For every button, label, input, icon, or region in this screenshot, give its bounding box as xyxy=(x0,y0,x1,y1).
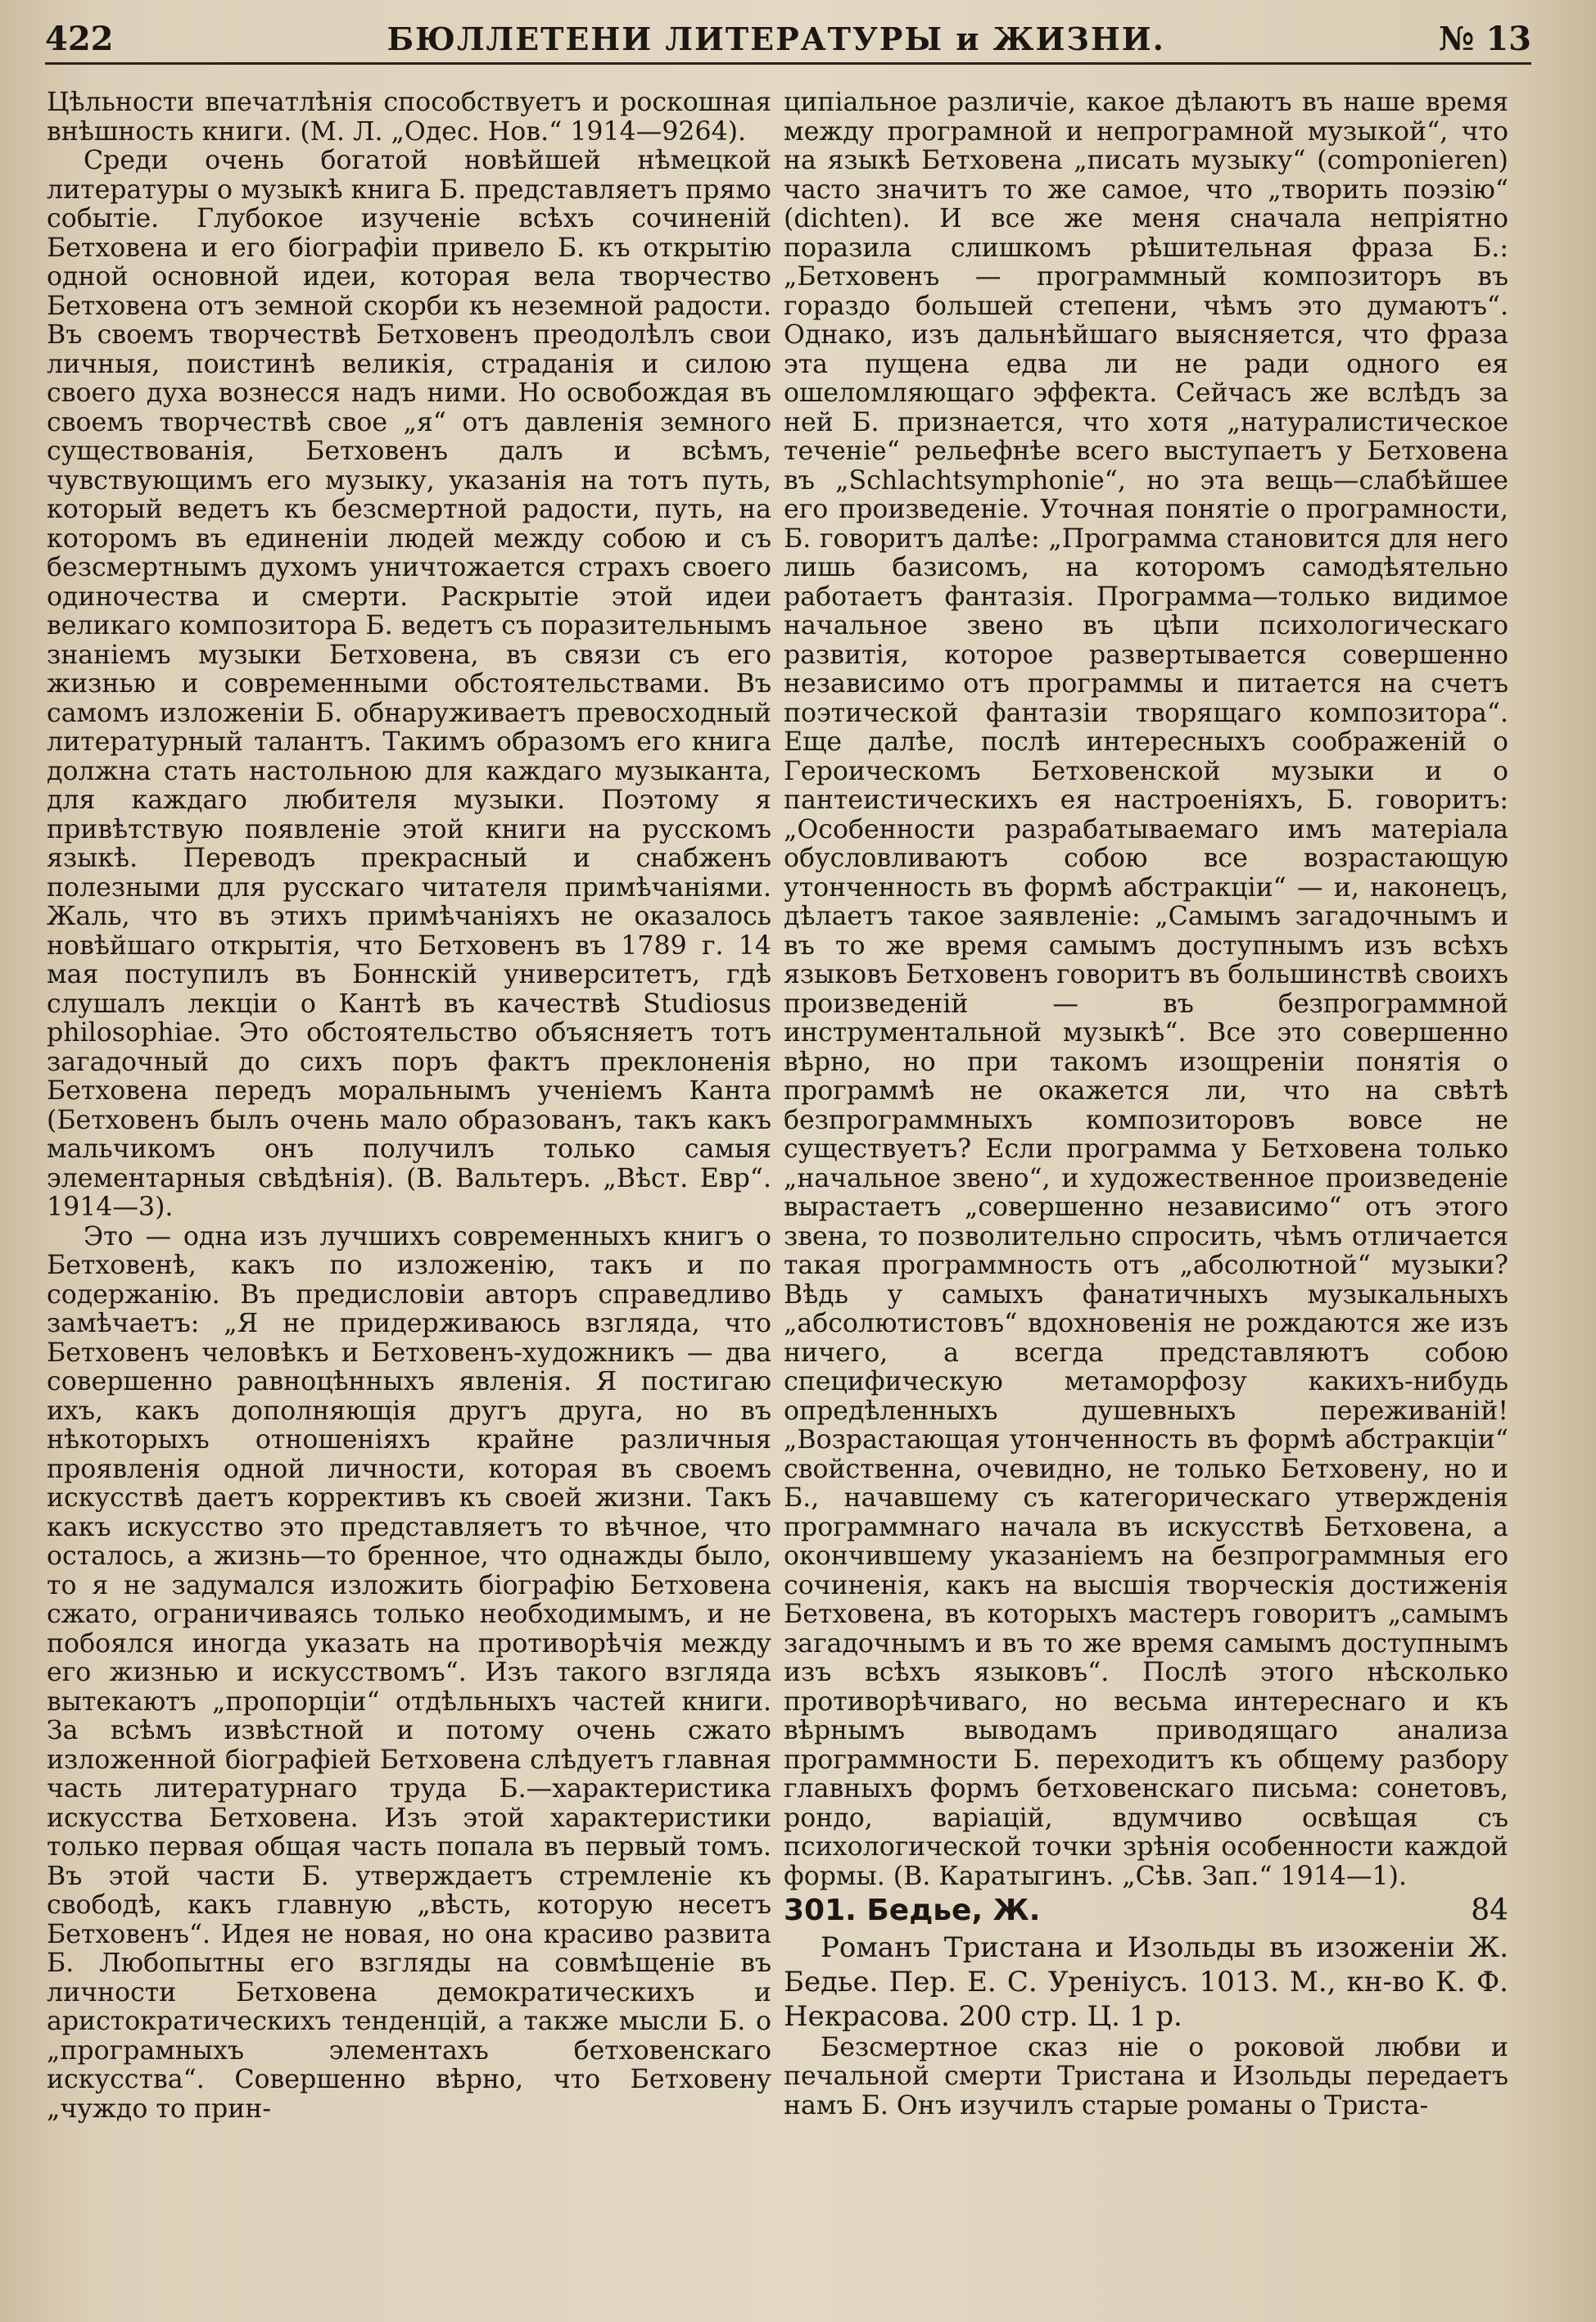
paragraph: Цѣльности впечатлѣнія способствуетъ и роскошная внѣшность книги. (М. Л. „Одес. Нов.“ 1914—9264). xyxy=(47,88,771,147)
issue-number: № 13 xyxy=(1438,19,1531,58)
paragraph: Это — одна изъ лучшихъ современныхъ книгъ о Бетховенѣ, какъ по изложенію, такъ и по содержанію. Въ предисловіи авторъ справедливо замѣчаетъ: „Я не придерживаюсь взгляда, что Бетховенъ человѣкъ и Бетховенъ-художникъ — два совершенно равноцѣнныхъ явленія. Я постигаю ихъ, какъ дополняющія другъ друга, но въ нѣкоторыхъ отношеніяхъ крайне различныя проявленія одной личности, которая въ своемъ искусствѣ даетъ коррективъ къ своей жизни. Такъ какъ искусство это представляетъ то вѣчное, что осталось, а жизнь—то бренное, что однажды было, то я не задумался изложить біографію Бетховена сжато, ограничиваясь только необходимымъ, и не побоялся иногда указать на противорѣчія между его жизнью и искусствомъ“. Изъ такого взгляда вытекаютъ „пропорціи“ отдѣльныхъ частей книги. За всѣмъ извѣстной и потому очень сжато изложенной біографіей Бетховена слѣдуетъ главная часть литературнаго труда Б.—характеристика искусства Бетховена. Изъ этой характеристики только первая общая часть попала въ первый томъ. Въ этой части Б. утверждаетъ стремленіе къ свободѣ, какъ главную „вѣсть, которую несетъ Бетховенъ“. Идея не новая, но она красиво развита Б. Любопытны его взгляды на совмѣщеніе въ личности Бетховена демократическихъ и аристократическихъ тенденцій, а также мысли Б. о „програмныхъ элементахъ бетховенскаго искусства“. Совершенно вѣрно, что Бетховену „чуждо то прин- xyxy=(47,1221,771,2124)
paragraph: ципіальное различіе, какое дѣлаютъ въ наше время между програмной и непрограмной музыкой“, что на языкѣ Бетховена „писать музыку“ (componieren) часто значитъ то же самое, что „творить поэзію“ (dichten). И все же меня сначала непріятно поразила слишкомъ рѣшительная фраза Б.: „Бетховенъ — программный композиторъ въ гораздо большей степени, чѣмъ это думаютъ“. Однако, изъ дальнѣйшаго выясняется, что фраза эта пущена едва ли не ради одного ея ошеломляющаго эффекта. Сейчасъ же вслѣдъ за ней Б. признается, что хотя „натуралистическое теченіе“ рельефнѣе всего выступаетъ у Бетховена въ „Schlachtsymphonie“, но эта вещь—слабѣйшее его произведеніе. Уточная понятіе о програмности, Б. говоритъ далѣе: „Программа становится для него лишь базисомъ, на которомъ самодѣятельно работаетъ фантазія. Программа—только видимое начальное звено въ цѣпи психологическаго развитія, которое развертывается совершенно независимо отъ программы и питается на счетъ поэтической фантазіи творящаго композитора“. Еще далѣе, послѣ интересныхъ соображеній о Героическомъ Бетховенской музыки и о пантеистическихъ ея настроеніяхъ, Б. говоритъ: „Особенности разрабатываемаго имъ матеріала обусловливаютъ собою все возрастающую утонченность въ формѣ абстракціи“ — и, наконецъ, дѣлаетъ такое заявленіе: „Самымъ загадочнымъ и въ то же время самымъ доступнымъ изъ всѣхъ языковъ Бетховенъ говоритъ въ большинствѣ своихъ произведеній — въ безпрограммной инструментальной музыкѣ“. Все это совершенно вѣрно, но при такомъ изощреніи понятія о программѣ не окажется ли, что на свѣтѣ безпрограммныхъ композиторовъ вовсе не существуетъ? Если программа у Бетховена только „начальное звено“, и художественное произведеніе вырастаетъ „совершенно независимо“ отъ этого звена, то позволительно спросить, чѣмъ отличается такая программность отъ „абсолютной“ музыки? Вѣдь у самыхъ фанатичныхъ музыкальныхъ „абсолютистовъ“ вдохновенія не рождаются же изъ ничего, а всегда представляютъ собою специфическую метаморфозу какихъ-нибудь опредѣленныхъ душевныхъ переживаній! „Возрастающая утонченность въ формѣ абстракціи“ свойственна, очевидно, не только Бетховену, но и Б., начавшему съ категорическаго утвержденія программнаго начала въ искусствѣ Бетховена, а окончившему указаніемъ на безпрограммныя его сочиненія, какъ на высшія творческія достиженія Бетховена, въ которыхъ мастеръ говоритъ „самымъ загадочнымъ и въ то же время самымъ доступнымъ изъ всѣхъ языковъ“. Послѣ этого нѣсколько противорѣчиваго, но весьма интереснаго и къ вѣрнымъ выводамъ приводящаго анализа программности Б. переходитъ къ общему разбору главныхъ формъ бетховенскаго письма: сонетовъ, рондо, варіацій, вдумчиво освѣщая съ психологической точки зрѣнія особенности каждой формы. (В. Каратыгинъ. „Сѣв. Зап.“ 1914—1). xyxy=(784,88,1508,1891)
entry-bibliography: Романъ Тристана и Изольды въ изоженіи Ж. Бедье. Пер. Е. С. Уреніусъ. 1013. М., кн-во К. Ф. Некрасова. 200 стр. Ц. 1 р. xyxy=(784,1930,1508,2033)
entry-author: 301. Бедье, Ж. xyxy=(784,1894,1041,1927)
paragraph: Среди очень богатой новѣйшей нѣмецкой литературы о музыкѣ книга Б. представляетъ прямо событіе. Глубокое изученіе всѣхъ сочиненій Бетховена и его біографіи привело Б. къ открытію одной основной идеи, которая вела творчество Бетховена отъ земной скорби къ неземной радости. Въ своемъ творчествѣ Бетховенъ преодолѣлъ свои личныя, поистинѣ великія, страданія и силою своего духа вознесся надъ ними. Но освобождая въ своемъ творчествѣ свое „я“ отъ давленія земного существованія, Бетховенъ далъ и всѣмъ, чувствующимъ его музыку, указанія на тотъ путь, который ведетъ къ безсмертной радости, путь, на которомъ въ единеніи людей между собою и съ безсмертнымъ духомъ уничтожается страхъ своего одиночества и смерти. Раскрытіе этой идеи великаго композитора Б. ведетъ съ поразительнымъ знаніемъ музыки Бетховена, въ связи съ его жизнью и современными обстоятельствами. Въ самомъ изложеніи Б. обнаруживаетъ превосходный литературный талантъ. Такимъ образомъ его книга должна стать настольною для каждаго музыканта, для каждаго любителя музыки. Поэтому я привѣтствую появленіе этой книги на русскомъ языкѣ. Переводъ прекрасный и снабженъ полезными для русскаго читателя примѣчаніями. Жаль, что въ этихъ примѣчаніяхъ не оказалось новѣйшаго открытія, что Бетховенъ въ 1789 г. 14 мая поступилъ въ Боннскій университетъ, гдѣ слушалъ лекціи о Кантѣ въ качествѣ Studiosus philosophiae. Это обстоятельство объясняетъ тотъ загадочный до сихъ поръ фактъ преклоненія Бетховена передъ моральнымъ ученіемъ Канта (Бетховенъ былъ очень мало образованъ, такъ какъ мальчикомъ онъ получилъ только самыя элементарныя свѣдѣнія). (В. Вальтеръ. „Вѣст. Евр“. 1914—3). xyxy=(47,146,771,1222)
entry-heading xyxy=(784,1896,1508,1926)
page-header xyxy=(45,15,1531,65)
page-number: 422 xyxy=(45,19,114,58)
entry-ref-number: 84 xyxy=(1471,1894,1508,1927)
left-column xyxy=(47,88,771,2124)
journal-title: БЮЛЛЕТЕНИ ЛИТЕРАТУРЫ и ЖИЗНИ. xyxy=(387,20,1165,57)
right-column xyxy=(784,88,1508,2121)
entry-annotation: Безсмертное сказ ніе о роковой любви и печальной смерти Тристана и Изольды передаетъ намъ Б. Онъ изучилъ старые романы о Триста- xyxy=(784,2032,1508,2121)
